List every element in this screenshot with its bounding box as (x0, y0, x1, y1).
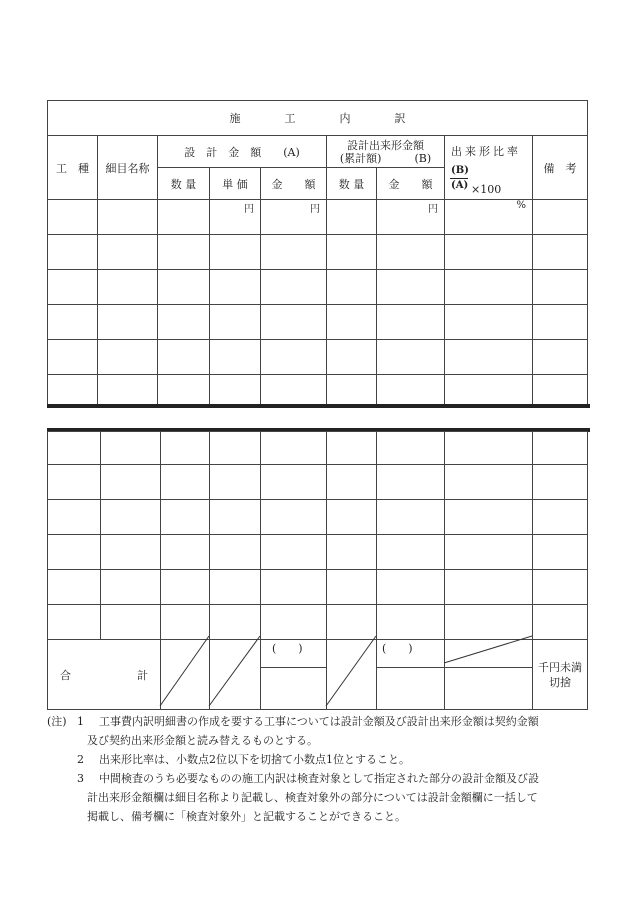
total-note: 千円未満切捨 (533, 640, 588, 710)
table-row (48, 305, 588, 340)
total-suryo-diag (161, 640, 210, 710)
table-row (48, 340, 588, 375)
total-row (48, 640, 588, 668)
notes-head: (注) (47, 715, 67, 728)
upper-table (47, 100, 587, 408)
unit-yen-tanka: 円 (210, 200, 261, 235)
table-title: 施 工 内 訳 (48, 101, 588, 136)
header-saimoku: 細目名称 (98, 136, 158, 200)
note-3-line2: 計出来形金額欄は細目名称より記載し、検査対象外の部分については設計金額欄に一括して (87, 791, 538, 804)
total-suryo2-diag (327, 640, 377, 710)
note-3-line1: 中間検査のうち必要なものの施工内訳は検査対象として指定された部分の設計金額及び設 (99, 772, 539, 785)
notes-section (47, 712, 607, 826)
table-row (48, 500, 588, 535)
header-kingaku-2: 金 額 (377, 168, 445, 200)
header-biko: 備 考 (533, 136, 588, 200)
unit-yen-kingaku: 円 (261, 200, 327, 235)
header-suryo-2: 数 量 (327, 168, 377, 200)
header-dekigata-kingaku (327, 136, 445, 168)
total-ratio-diag (445, 640, 533, 668)
note-2-line1: 出来形比率は、小数点2位以下を切捨て小数点1位とすること。 (99, 753, 410, 766)
ratio-fraction-bar (450, 178, 468, 179)
ratio-title: 出来形比率 (451, 145, 521, 158)
break-line-top (47, 404, 590, 408)
header-ratio (445, 136, 533, 200)
note-3-num: 3 (77, 772, 84, 785)
total-dekigata-paren: ( ) (382, 642, 413, 655)
note-1-line2: 及び契約出来形金額と読み替えるものとする。 (87, 734, 318, 747)
table-row (48, 570, 588, 605)
header-tanka: 単 価 (210, 168, 261, 200)
total-kingaku-paren: ( ) (272, 642, 303, 655)
table-row (48, 605, 588, 640)
table-row (48, 235, 588, 270)
ratio-denominator: (A) (451, 180, 469, 191)
table-row (48, 200, 588, 235)
dekigata-line1: 設計出来形金額 (347, 138, 424, 152)
table-row (48, 432, 588, 465)
unit-percent: % (445, 200, 533, 235)
ratio-multiplier: ×100 (471, 183, 502, 196)
header-koushu: 工 種 (48, 136, 98, 200)
header-sekkei-kingaku: 設 計 金 額 (A) (158, 136, 327, 168)
total-label: 合 計 (48, 640, 161, 710)
note-3-line3: 掲載し、備考欄に「検査対象外」と記載することができること。 (87, 810, 406, 823)
header-kingaku: 金 額 (261, 168, 327, 200)
table-row (48, 270, 588, 305)
lower-table (47, 431, 587, 710)
table-row (48, 535, 588, 570)
note-1-line1: 工事費内訳明細書の作成を要する工事については設計金額及び設計出来形金額は契約金額 (99, 715, 539, 728)
table-row (48, 465, 588, 500)
header-suryo: 数 量 (158, 168, 210, 200)
dekigata-line2: (累計額) (B) (339, 151, 432, 165)
unit-yen-dekigata: 円 (377, 200, 445, 235)
table-row (48, 375, 588, 408)
note-2-num: 2 (77, 753, 84, 766)
ratio-numerator: (B) (451, 165, 469, 176)
total-tanka-diag (210, 640, 261, 710)
note-1-num: 1 (77, 715, 84, 728)
